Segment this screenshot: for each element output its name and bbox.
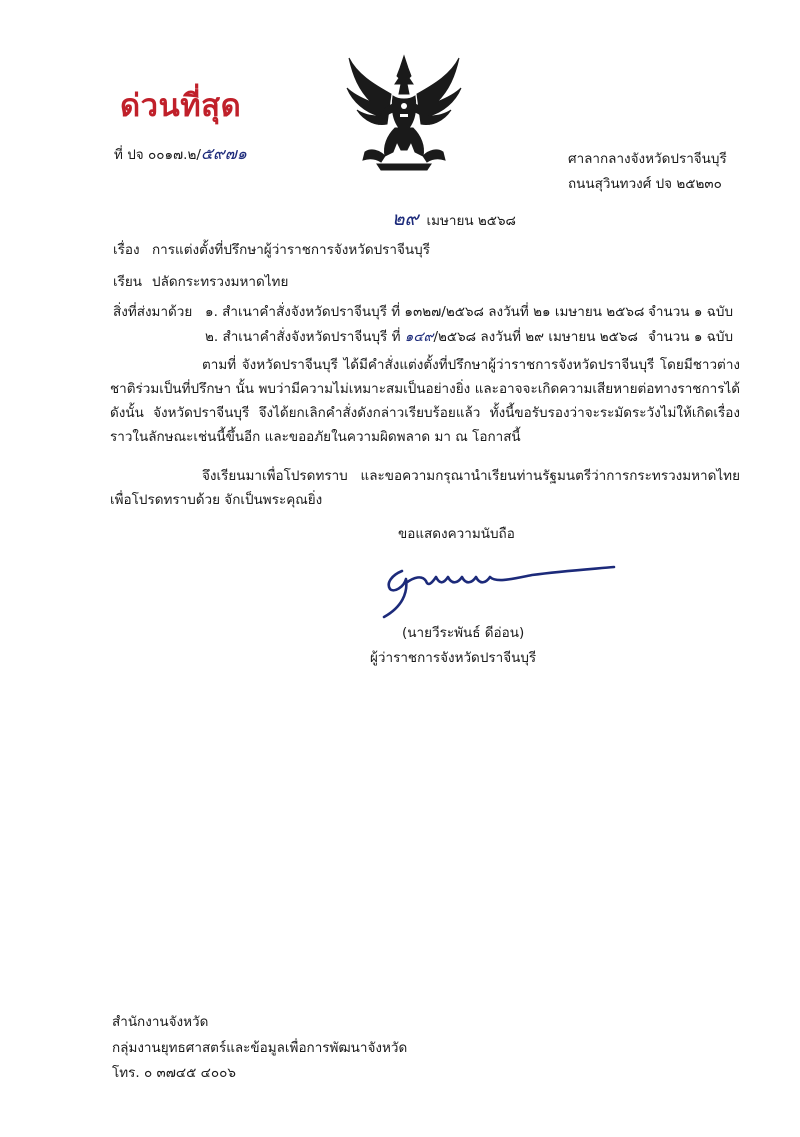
urgency-stamp: ด่วนที่สุด (120, 88, 242, 124)
signer-title: ผู้ว่าราชการจังหวัดปราจีนบุรี (370, 650, 537, 666)
body-paragraph-1: ตามที่ จังหวัดปราจีนบุรี ได้มีคำสั่งแต่งตั้งที่ปรึกษาผู้ว่าราชการจังหวัดปราจีนบุรี โดยมีชาวต่างชาติร่วมเป็นที่ปรึกษา นั้น พบว่ามีความไม่เหมาะสมเป็นอย่างยิ่ง และอาจจะเกิดความเสียหายต่อทางราชการได้ ดังนั้น จังหวัดปราจีนบุรี จึงได้ยกเลิกคำสั่งดังกล่าวเรียบร้อยแล้ว ทั้งนี้ขอรับรองว่าจะระมัดระวังไม่ให้เกิดเรื่องราวในลักษณะเช่นนี้ขึ้นอีก และขออภัยในความผิดพลาด มา ณ โอกาสนี้ (110, 357, 740, 445)
footer-phone: โทร. ๐ ๓๗๔๕ ๔๐๐๖ (112, 1065, 236, 1081)
signature-image (372, 553, 622, 627)
enclosure-item-2-qty: จำนวน ๑ ฉบับ (648, 329, 734, 345)
closing-phrase: ขอแสดงความนับถือ (398, 526, 515, 542)
enclosure-item-1: ๑. สำเนาคำสั่งจังหวัดปราจีนบุรี ที่ ๑๓๒๗/๒๕๖๘ ลงวันที่ ๒๑ เมษายน ๒๕๖๘ (205, 304, 645, 320)
enclosure-item-2-handwritten-number: ๑๔๙ (404, 329, 434, 345)
enclosure-item-2 (205, 325, 638, 347)
subject-label: เรื่อง (113, 242, 140, 258)
enclosure-item-2-suffix: /๒๕๖๘ ลงวันที่ ๒๙ เมษายน ๒๕๖๘ (433, 329, 638, 345)
recipient-label: เรียน (113, 274, 143, 290)
reference-handwritten-number: ๕๙๗๑ (200, 144, 247, 163)
body-paragraph-2: จึงเรียนมาเพื่อโปรดทราบ และขอความกรุณานำเรียนท่านรัฐมนตรีว่าการกระทรวงมหาดไทยเพื่อโปรดทราบด้วย จักเป็นพระคุณยิ่ง (110, 468, 740, 508)
document-date (392, 204, 516, 234)
signer-name: (นายวีระพันธ์ ดีอ่อน) (402, 625, 525, 641)
reference-prefix: ที่ ปจ ๐๐๑๗.๒/ (114, 147, 201, 163)
sender-address-line2: ถนนสุวินทวงศ์ ปจ ๒๕๒๓๐ (568, 176, 722, 192)
subject-text: การแต่งตั้งที่ปรึกษาผู้ว่าราชการจังหวัดปราจีนบุรี (152, 242, 430, 258)
date-month-year: เมษายน ๒๕๖๘ (426, 213, 516, 229)
footer-group: กลุ่มงานยุทธศาสตร์และข้อมูลเพื่อการพัฒนาจังหวัด (112, 1040, 408, 1056)
recipient-text: ปลัดกระทรวงมหาดไทย (152, 274, 289, 290)
enclosure-item-2-prefix: ๒. สำเนาคำสั่งจังหวัดปราจีนบุรี ที่ (205, 329, 405, 345)
date-day-handwritten: ๒๙ (392, 208, 419, 230)
reference-number (114, 142, 247, 167)
enclosure-item-1-qty: จำนวน ๑ ฉบับ (648, 304, 734, 320)
garuda-emblem (343, 54, 465, 176)
enclosures-label: สิ่งที่ส่งมาด้วย (113, 304, 193, 320)
sender-address-line1: ศาลากลางจังหวัดปราจีนบุรี (568, 151, 727, 167)
footer-office: สำนักงานจังหวัด (112, 1014, 209, 1030)
